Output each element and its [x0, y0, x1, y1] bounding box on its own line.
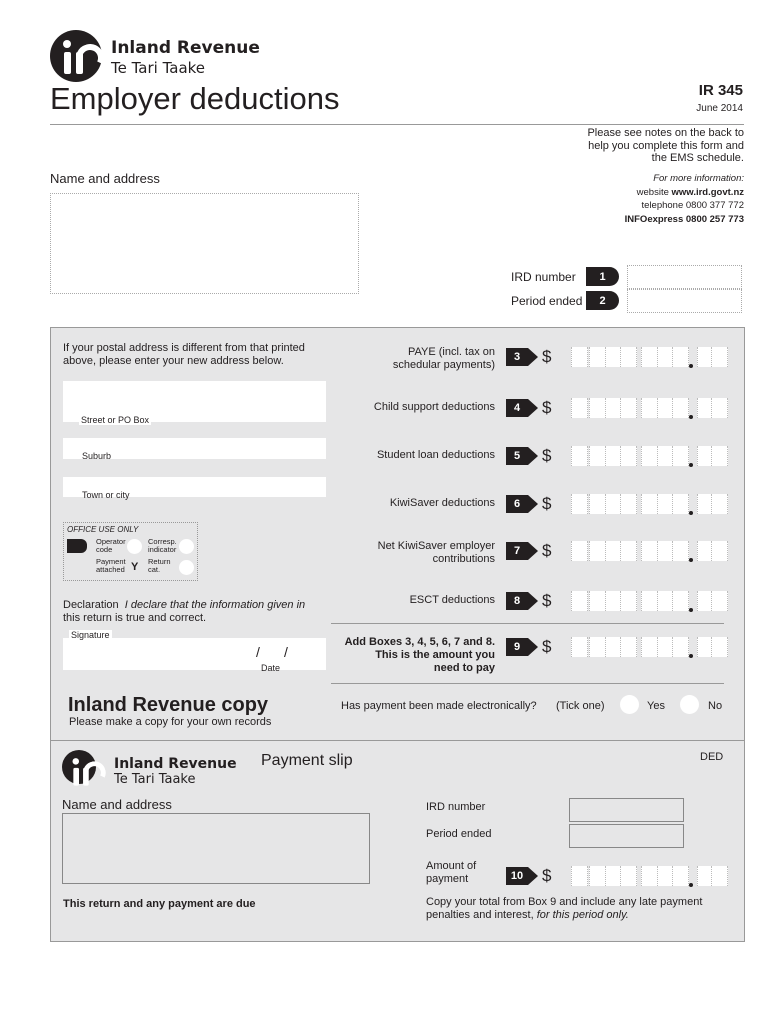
payment-attached-y: Y — [131, 561, 139, 573]
electronic-separator — [331, 683, 724, 684]
corresp-label: Corresp. indicator — [148, 537, 177, 554]
box-6-tag: 6 — [506, 495, 528, 513]
contact-info: For more information: website www.ird.govt.nz telephone 0800 377 772 INFOexpress 0800 257 773 — [624, 173, 744, 225]
period-ended-field[interactable] — [627, 289, 742, 313]
box-7-arrow-icon — [528, 542, 538, 560]
box-2-tag: 2 — [586, 291, 619, 310]
form-date: June 2014 — [696, 103, 743, 114]
date-label: Date — [261, 663, 281, 673]
ir-copy-sub: Please make a copy for your own records — [69, 716, 272, 728]
name-address-field[interactable] — [50, 193, 359, 294]
line-8-label: ESCT deductions — [409, 594, 495, 606]
corresp-field[interactable] — [179, 539, 194, 554]
yes-label: Yes — [647, 700, 665, 712]
slip-period-field[interactable] — [569, 824, 684, 848]
line-3-label: PAYE (incl. tax on schedular payments) — [392, 346, 495, 371]
notes-block: Please see notes on the back to help you complete this form and the EMS schedule. — [587, 127, 744, 164]
ir-logo-icon — [50, 30, 102, 82]
line-7-label: Net KiwiSaver employer contributions — [377, 540, 495, 565]
address-intro: If your postal address is different from that printed above, please enter your new address below. — [63, 342, 305, 367]
operator-field[interactable] — [127, 539, 142, 554]
line-7-dollar: $ — [542, 541, 552, 560]
date-slash-1: / — [256, 644, 260, 660]
slip-ird-field[interactable] — [569, 798, 684, 822]
operator-label: Operator code — [96, 537, 126, 554]
box-5-arrow-icon — [528, 447, 538, 465]
box-9-arrow-icon — [528, 638, 538, 656]
form-code: IR 345 — [698, 82, 743, 99]
website-link[interactable]: www.ird.govt.nz — [671, 186, 744, 198]
ir-copy-title: Inland Revenue copy — [68, 694, 269, 716]
return-cat-field[interactable] — [179, 560, 194, 575]
suburb-label: Suburb — [82, 451, 112, 461]
office-use-title: OFFICE USE ONLY — [67, 525, 139, 534]
box-3-arrow-icon — [528, 348, 538, 366]
line-4-dollar: $ — [542, 398, 552, 417]
box-8-tag: 8 — [506, 592, 528, 610]
return-cat-label: Return cat. — [148, 557, 171, 574]
slip-amount-label: Amount of payment — [426, 860, 477, 885]
line-5-label: Student loan deductions — [376, 449, 495, 461]
operator-tag — [67, 539, 87, 553]
slip-ir-logo-icon — [62, 750, 96, 784]
box-4-arrow-icon — [528, 399, 538, 417]
tick-one-label: (Tick one) — [556, 700, 605, 712]
electronic-question: Has payment been made electronically? — [341, 700, 537, 712]
box-10-arrow-icon — [528, 867, 538, 885]
slip-ird-label: IRD number — [426, 801, 486, 813]
yes-radio[interactable] — [620, 695, 639, 714]
box-4-tag: 4 — [506, 399, 528, 417]
line-9-dollar: $ — [542, 637, 552, 656]
box-10-tag: 10 — [506, 867, 528, 885]
no-radio[interactable] — [680, 695, 699, 714]
slip-org-name: Inland Revenue — [114, 756, 237, 772]
total-separator — [331, 623, 724, 624]
line-5-dollar: $ — [542, 446, 552, 465]
box-9-tag: 9 — [506, 638, 528, 656]
box-7-tag: 7 — [506, 542, 528, 560]
box-3-tag: 3 — [506, 348, 528, 366]
line-3-dollar: $ — [542, 347, 552, 366]
header-rule — [50, 124, 744, 125]
slip-title: Payment slip — [261, 752, 353, 769]
box-1-tag: 1 — [586, 267, 619, 286]
slip-org-maori: Te Tari Taake — [114, 772, 196, 787]
line-6-dollar: $ — [542, 494, 552, 513]
slip-name-address-label: Name and address — [62, 797, 172, 812]
line-8-dollar: $ — [542, 591, 552, 610]
line-4-label: Child support deductions — [373, 401, 495, 413]
line-9-label: Add Boxes 3, 4, 5, 6, 7 and 8. This is the amount you need to pay — [344, 636, 495, 674]
name-address-label: Name and address — [50, 171, 160, 186]
slip-dollar: $ — [542, 866, 552, 885]
date-slash-2: / — [284, 644, 288, 660]
line-6-label: KiwiSaver deductions — [389, 497, 495, 509]
slip-ded: DED — [700, 751, 724, 763]
signature-label: Signature — [71, 630, 110, 640]
street-label: Street or PO Box — [81, 415, 150, 425]
box-5-tag: 5 — [506, 447, 528, 465]
declaration-text: Declaration I declare that the information given in this return is true and correct. — [63, 599, 306, 624]
town-label: Town or city — [82, 490, 130, 500]
box-6-arrow-icon — [528, 495, 538, 513]
slip-copy-text: Copy your total from Box 9 and include any late payment penalties and interest, for this period only. — [426, 896, 703, 921]
ird-number-label: IRD number — [511, 270, 576, 284]
slip-period-label: Period ended — [426, 828, 492, 840]
period-ended-label: Period ended — [511, 294, 583, 308]
page-title: Employer deductions — [50, 81, 340, 116]
payment-attached-label: Payment attached — [96, 557, 126, 574]
slip-name-address-field[interactable] — [62, 813, 370, 884]
org-name-maori: Te Tari Taake — [111, 59, 206, 77]
ird-number-field[interactable] — [627, 265, 742, 289]
org-name: Inland Revenue — [111, 38, 260, 58]
slip-due-text: This return and any payment are due — [63, 898, 256, 910]
no-label: No — [708, 700, 723, 712]
box-8-arrow-icon — [528, 592, 538, 610]
